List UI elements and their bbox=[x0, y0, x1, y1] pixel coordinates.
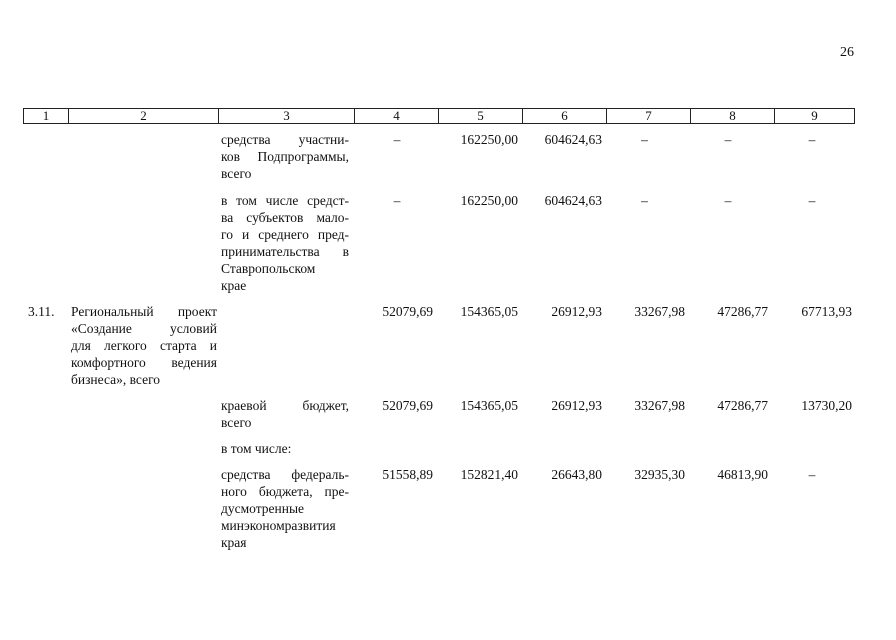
value-cell: 33267,98 bbox=[634, 304, 685, 319]
funding-source-line: ва субъектов мало- bbox=[221, 210, 349, 225]
header-cell-8: 8 bbox=[690, 109, 774, 123]
funding-source-line: минэкономразвития bbox=[221, 518, 336, 533]
funding-source-line: дусмотренные bbox=[221, 501, 305, 516]
value-cell: 52079,69 bbox=[382, 398, 433, 413]
value-cell: 52079,69 bbox=[382, 304, 433, 319]
header-cell-1: 1 bbox=[42, 108, 50, 123]
header-cell-2: 2 bbox=[68, 109, 218, 123]
funding-source bbox=[221, 440, 349, 457]
value-cell: 152821,40 bbox=[460, 467, 518, 482]
value-cell: 604624,63 bbox=[544, 132, 602, 147]
value-cell: 26643,80 bbox=[551, 467, 602, 482]
value-cell: – bbox=[724, 193, 732, 208]
item-title-line: «Создание условий bbox=[71, 321, 217, 336]
header-cell-9: 9 bbox=[774, 109, 854, 123]
value-cell: – bbox=[724, 132, 732, 147]
value-cell: 47286,77 bbox=[717, 398, 768, 413]
value-cell: 162250,00 bbox=[460, 193, 518, 208]
value-cell: 154365,05 bbox=[460, 304, 518, 319]
funding-source bbox=[221, 397, 349, 431]
value-cell: – bbox=[808, 132, 816, 147]
funding-source-line: ного бюджета, пре- bbox=[221, 484, 349, 499]
value-cell: 46813,90 bbox=[717, 467, 768, 482]
funding-source bbox=[221, 466, 349, 551]
value-cell: – bbox=[641, 132, 648, 147]
funding-source-line: краевой бюджет, bbox=[221, 398, 349, 413]
item-title-line: для легкого старта и bbox=[71, 338, 217, 353]
funding-source-line: крае bbox=[221, 278, 247, 293]
value-cell: 47286,77 bbox=[717, 304, 768, 319]
funding-source-line: средства федераль- bbox=[221, 467, 349, 482]
value-cell: 51558,89 bbox=[382, 467, 433, 482]
header-cell-5: 5 bbox=[438, 109, 522, 123]
funding-source-line: средства участни- bbox=[221, 132, 349, 147]
funding-source-line: всего bbox=[221, 415, 252, 430]
funding-source bbox=[221, 131, 349, 182]
item-title-line: комфортного ведения bbox=[71, 355, 217, 370]
funding-source-line: края bbox=[221, 535, 247, 550]
value-cell: 26912,93 bbox=[551, 398, 602, 413]
header-cell-7: 7 bbox=[606, 109, 690, 123]
funding-source bbox=[221, 192, 349, 294]
value-cell: – bbox=[393, 132, 401, 147]
value-cell: 67713,93 bbox=[801, 304, 852, 319]
value-cell: 162250,00 bbox=[460, 132, 518, 147]
item-title bbox=[71, 303, 217, 388]
funding-source-line: всего bbox=[221, 166, 252, 181]
value-cell: 13730,20 bbox=[801, 398, 852, 413]
page-number: 26 bbox=[840, 45, 854, 60]
item-title-line: Региональный проект bbox=[71, 304, 217, 319]
item-title-line: бизнеса», всего bbox=[71, 372, 161, 387]
funding-source-line: принимательства в bbox=[221, 244, 349, 259]
funding-source-line: в том числе средст- bbox=[221, 193, 349, 208]
funding-source-line: Ставропольском bbox=[221, 261, 316, 276]
funding-source-line: ков Подпрограммы, bbox=[221, 149, 349, 164]
value-cell: – bbox=[808, 193, 816, 208]
value-cell: 604624,63 bbox=[544, 193, 602, 208]
value-cell: 26912,93 bbox=[551, 304, 602, 319]
value-cell: 154365,05 bbox=[460, 398, 518, 413]
header-cell-6: 6 bbox=[522, 109, 606, 123]
value-cell: – bbox=[393, 193, 401, 208]
header-cell-3: 3 bbox=[218, 109, 354, 123]
value-cell: – bbox=[641, 193, 648, 208]
value-cell: 32935,30 bbox=[634, 467, 685, 482]
funding-source-line: го и среднего пред- bbox=[221, 227, 349, 242]
value-cell: 33267,98 bbox=[634, 398, 685, 413]
item-number: 3.11. bbox=[28, 304, 55, 319]
header-cell-4: 4 bbox=[354, 109, 438, 123]
value-cell: – bbox=[808, 467, 816, 482]
funding-source-line: в том числе: bbox=[221, 441, 292, 456]
